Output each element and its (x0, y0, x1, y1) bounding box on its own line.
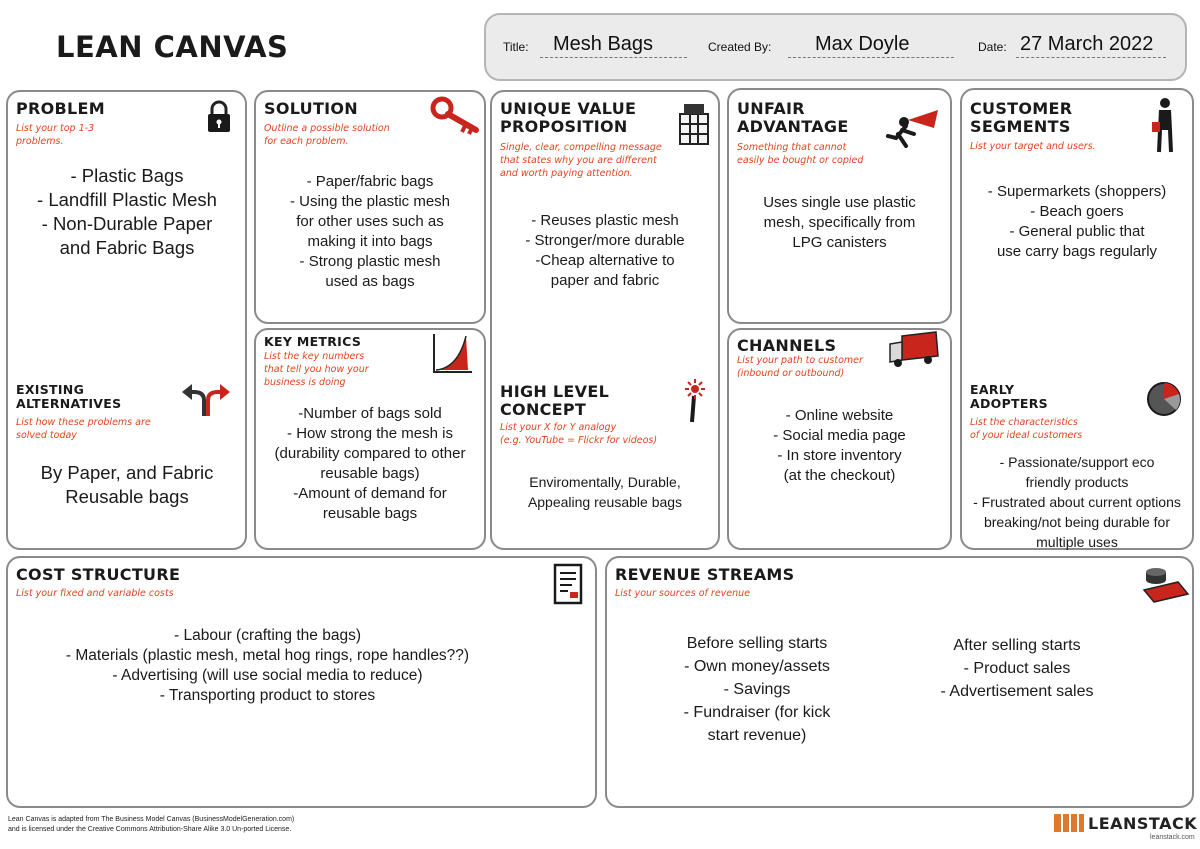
revenue-streams-before: Before selling starts - Own money/assets - Savings - Fundraiser (for kick start revenue) (683, 635, 831, 744)
solution-hint: Outline a possible solution for each problem. (264, 123, 390, 147)
title-label: Title: (503, 40, 529, 54)
channels-content: - Online website - Social media page - In store inventory (at the checkout) (773, 407, 906, 484)
existing-alternatives-heading: EXISTING ALTERNATIVES (16, 382, 122, 411)
created-label: Created By: (708, 40, 772, 54)
early-adopters-content: - Passionate/support eco friendly products - Frustrated about current options breaking/not being durable for multiple uses (973, 454, 1181, 550)
customer-segments-hint: List your target and users. (970, 141, 1096, 152)
money-icon (1138, 564, 1192, 606)
cost-structure-heading: COST STRUCTURE (16, 565, 181, 584)
magic-wand-icon (680, 378, 710, 424)
created-value: Max Doyle (815, 33, 910, 55)
uvp-heading: UNIQUE VALUE PROPOSITION (500, 99, 637, 136)
solution-heading: SOLUTION (264, 99, 359, 118)
problem-item: - Non-Durable Paper (41, 213, 213, 234)
receipt-icon (552, 562, 584, 606)
channels-hint: List your path to customer (inbound or outbound) (737, 355, 863, 379)
problem-item: - Landfill Plastic Mesh (37, 189, 217, 210)
leanstack-brand[interactable]: LEANSTACK (1088, 814, 1198, 833)
leanstack-url[interactable]: leanstack.com (1150, 834, 1195, 841)
delivery-truck-icon (886, 330, 942, 370)
high-level-concept-heading: HIGH LEVEL CONCEPT (500, 382, 610, 419)
customer-figure-icon (1150, 96, 1180, 154)
key-metrics-content: -Number of bags sold - How strong the mesh is (durability compared to other reusable bags) -Amount of demand for reusable bags (274, 405, 466, 522)
revenue-streams-after: After selling starts - Product sales - Advertisement sales (940, 637, 1094, 700)
pie-chart-icon (1145, 380, 1183, 418)
customer-segments-content: - Supermarkets (shoppers) - Beach goers - General public that use carry bags regularly (987, 183, 1167, 260)
growth-chart-icon (428, 332, 474, 378)
page-title: LEAN CANVAS (56, 30, 289, 64)
uvp-hint: Single, clear, compelling message that states why you are different and worth paying attention. (500, 142, 662, 179)
lock-icon (205, 100, 233, 134)
key-icon (430, 96, 484, 136)
high-level-concept-hint: List your X for Y analogy (e.g. YouTube = Flickr for videos) (500, 422, 658, 446)
existing-alternatives-hint: List how these problems are solved today (16, 417, 151, 441)
customer-segments-heading: CUSTOMER SEGMENTS (970, 99, 1073, 136)
problem-heading: PROBLEM (16, 99, 105, 118)
superhero-icon (884, 108, 942, 148)
key-metrics-heading: KEY METRICS (264, 334, 362, 349)
revenue-streams-heading: REVENUE STREAMS (615, 565, 795, 584)
existing-alternatives-content: By Paper, and Fabric Reusable bags (40, 462, 214, 507)
early-adopters-heading: EARLY ADOPTERS (970, 382, 1048, 411)
channels-heading: CHANNELS (737, 336, 837, 355)
title-value: Mesh Bags (553, 33, 654, 55)
date-value: 27 March 2022 (1020, 33, 1154, 55)
unfair-advantage-heading: UNFAIR ADVANTAGE (737, 99, 849, 136)
problem-content (12, 164, 242, 260)
revenue-streams-hint: List your sources of revenue (615, 588, 751, 599)
uvp-content: - Reuses plastic mesh - Stronger/more durable -Cheap alternative to paper and fabric (525, 212, 685, 289)
problem-hint: List your top 1-3 problems. (16, 123, 95, 147)
solution-content: - Paper/fabric bags - Using the plastic mesh for other uses such as making it into bags - Strong plastic mesh used as bags (289, 173, 451, 290)
date-label: Date: (978, 40, 1007, 54)
key-metrics-hint: List the key numbers that tell you how your business is doing (264, 351, 369, 388)
high-level-concept-content: Enviromentally, Durable, Appealing reusable bags (527, 474, 683, 510)
license-credit: Lean Canvas is adapted from The Business Model Canvas (BusinessModelGeneration.com) and is licensed under the Creative Commons Attribution-Share Alike 3.0 Un-ported License. (8, 816, 295, 833)
gift-box-icon (676, 100, 712, 146)
problem-item: - Plastic Bags (70, 165, 184, 186)
branching-arrows-icon (180, 378, 234, 418)
problem-item: and Fabric Bags (59, 237, 195, 258)
unfair-advantage-hint: Something that cannot easily be bought or copied (737, 142, 864, 166)
cost-structure-content: - Labour (crafting the bags) - Materials (plastic mesh, metal hog rings, rope handles??) - Advertising (will use social media to reduce) - Transporting product to stores (65, 627, 470, 704)
cost-structure-hint: List your fixed and variable costs (16, 588, 174, 599)
early-adopters-hint: List the characteristics of your ideal customers (970, 417, 1083, 441)
unfair-advantage-content: Uses single use plastic mesh, specifically from LPG canisters (763, 194, 916, 251)
leanstack-logo-icon (1053, 813, 1085, 833)
